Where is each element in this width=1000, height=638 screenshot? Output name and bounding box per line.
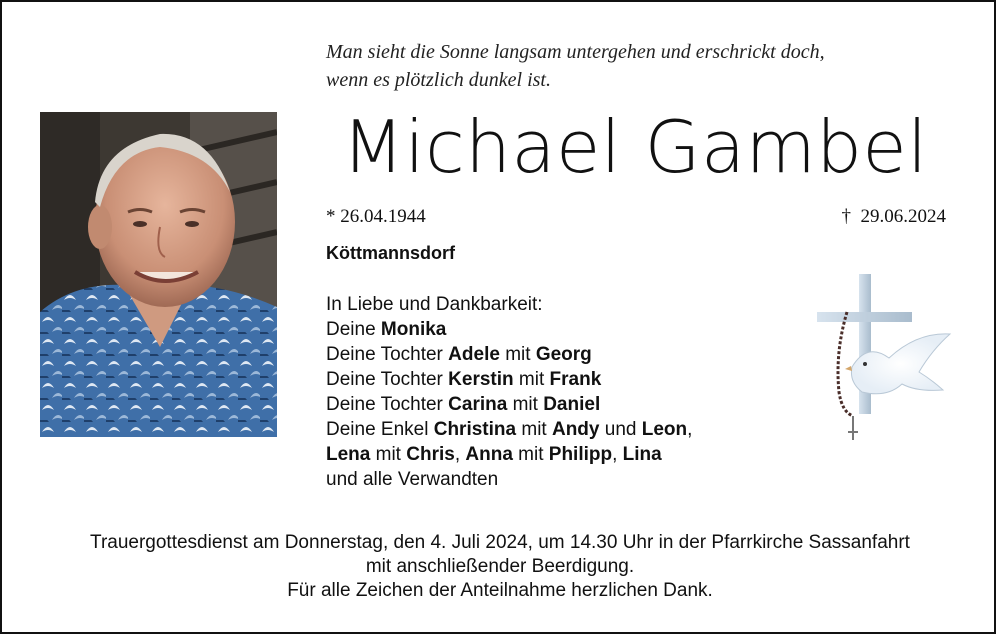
mourner-line: Deine Enkel Christina mit Andy und Leon, bbox=[326, 419, 693, 440]
memorial-quote bbox=[326, 38, 966, 94]
funeral-service-info bbox=[2, 531, 996, 603]
death-date-group bbox=[842, 206, 947, 228]
mourner-name: Lena bbox=[326, 444, 371, 465]
mourner-name: Philipp bbox=[548, 444, 613, 465]
death-symbol: † bbox=[841, 206, 851, 227]
mourner-name: Adele bbox=[448, 344, 500, 365]
mourner-line: Lena mit Chris, Anna mit Philipp, Lina bbox=[326, 444, 662, 465]
death-date: 29.06.2024 bbox=[860, 206, 946, 227]
mourner-name: Kerstin bbox=[448, 369, 514, 390]
mourner-name: Carina bbox=[448, 394, 508, 415]
service-line-3: Für alle Zeichen der Anteilnahme herzlichen Dank. bbox=[287, 580, 713, 601]
mourner-name: Anna bbox=[465, 444, 513, 465]
mourner-name: Daniel bbox=[543, 394, 601, 415]
service-line-1: Trauergottesdienst am Donnerstag, den 4. Juli 2024, um 14.30 Uhr in der Pfarrkirche Sassanfahrt bbox=[90, 532, 910, 553]
mourner-name: Christina bbox=[433, 419, 517, 440]
service-line-2: mit anschließender Beerdigung. bbox=[365, 556, 635, 577]
quote-line-1: Man sieht die Sonne langsam untergehen und erschrickt doch, bbox=[326, 41, 825, 63]
mourner-line: Deine Tochter Kerstin mit Frank bbox=[326, 369, 602, 390]
mourner-name: Leon bbox=[641, 419, 688, 440]
mourner-name: Georg bbox=[535, 344, 592, 365]
mourner-line: Deine Monika bbox=[326, 319, 447, 340]
deceased-name: Michael Gambel bbox=[342, 105, 928, 189]
birth-date: * 26.04.1944 bbox=[326, 206, 426, 227]
mourner-line: und alle Verwandten bbox=[326, 469, 499, 490]
mourner-name: Andy bbox=[551, 419, 600, 440]
cross-dove-rosary-icon bbox=[807, 272, 957, 447]
mourner-lines bbox=[326, 317, 796, 492]
mourners-list bbox=[326, 292, 796, 492]
portrait-photo bbox=[40, 112, 277, 437]
mourner-name: Frank bbox=[549, 369, 602, 390]
mourner-line: Deine Tochter Adele mit Georg bbox=[326, 344, 592, 365]
mourner-line: Deine Tochter Carina mit Daniel bbox=[326, 394, 601, 415]
mourner-name: Monika bbox=[380, 319, 447, 340]
portrait-illustration bbox=[40, 112, 277, 437]
mourner-name: Chris bbox=[406, 444, 455, 465]
mourner-name: Lina bbox=[622, 444, 662, 465]
hometown: Köttmannsdorf bbox=[326, 243, 455, 263]
mourners-intro: In Liebe und Dankbarkeit: bbox=[326, 294, 543, 315]
quote-line-2: wenn es plötzlich dunkel ist. bbox=[326, 69, 551, 91]
